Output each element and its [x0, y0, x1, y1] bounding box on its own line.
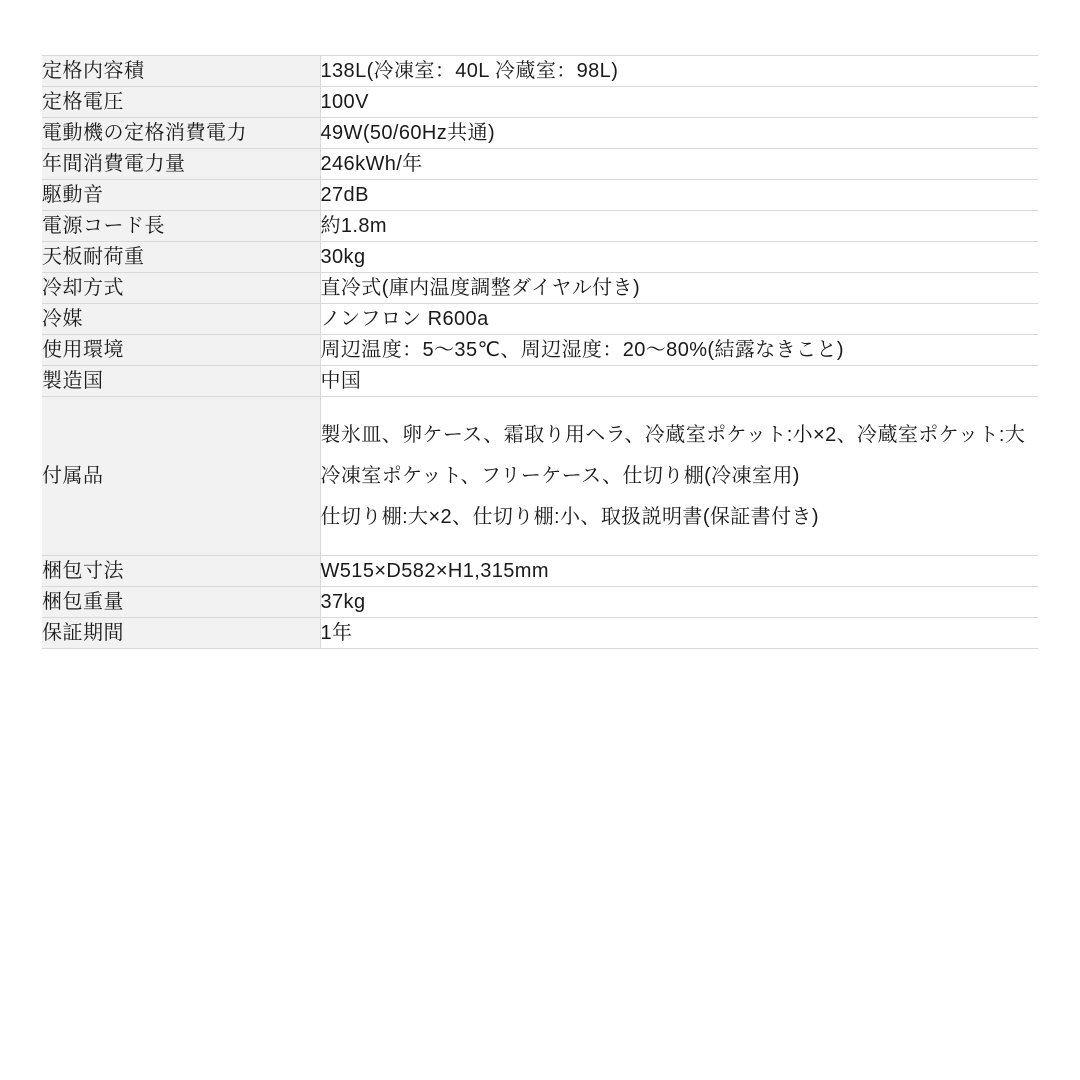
- spec-value-line: ノンフロン R600a: [320, 308, 489, 330]
- table-row: [42, 56, 1038, 87]
- specification-table: [42, 55, 1038, 649]
- spec-label: 付属品: [42, 397, 320, 556]
- spec-value: [320, 180, 1038, 211]
- spec-value: [320, 397, 1038, 556]
- spec-value: [320, 273, 1038, 304]
- spec-label: 駆動音: [42, 180, 320, 211]
- spec-label: 冷却方式: [42, 273, 320, 304]
- spec-label: 年間消費電力量: [42, 149, 320, 180]
- spec-value: [320, 149, 1038, 180]
- spec-value: [320, 304, 1038, 335]
- spec-value: [320, 366, 1038, 397]
- spec-label: 使用環境: [42, 335, 320, 366]
- spec-value-line: 100V: [320, 91, 369, 113]
- table-row: [42, 304, 1038, 335]
- spec-value-line: 約1.8m: [320, 215, 387, 237]
- spec-value-line: 30kg: [320, 246, 366, 268]
- spec-value-line: 27dB: [320, 184, 369, 206]
- spec-value: [320, 87, 1038, 118]
- spec-label: 製造国: [42, 366, 320, 397]
- spec-value: [320, 118, 1038, 149]
- spec-label: 冷媒: [42, 304, 320, 335]
- spec-value-line: 246kWh/年: [320, 153, 423, 175]
- spec-label: 電源コード長: [42, 211, 320, 242]
- spec-value: [320, 211, 1038, 242]
- table-row: [42, 118, 1038, 149]
- spec-value-line: 49W(50/60Hz共通): [320, 122, 496, 144]
- spec-value-line: 冷凍室ポケット、フリーケース、仕切り棚(冷凍室用): [320, 465, 800, 487]
- table-row: [42, 397, 1038, 556]
- table-row: [42, 211, 1038, 242]
- spec-value-line: 周辺温度：5〜35℃、周辺湿度：20〜80%(結露なきこと): [320, 339, 844, 361]
- table-row: [42, 87, 1038, 118]
- spec-label: 電動機の定格消費電力: [42, 118, 320, 149]
- specification-table-body: [42, 56, 1038, 649]
- spec-value: [320, 56, 1038, 87]
- spec-value-line: 中国: [320, 370, 362, 392]
- spec-value: [320, 618, 1038, 649]
- spec-label: 定格電圧: [42, 87, 320, 118]
- spec-value-line: 仕切り棚:大×2、仕切り棚:小、取扱説明書(保証書付き): [320, 506, 819, 528]
- spec-value: [320, 335, 1038, 366]
- spec-value-line: 1年: [320, 622, 353, 644]
- spec-label: 梱包寸法: [42, 556, 320, 587]
- table-row: [42, 587, 1038, 618]
- spec-value: [320, 556, 1038, 587]
- table-row: [42, 180, 1038, 211]
- spec-value-line: 138L(冷凍室：40L 冷蔵室：98L): [320, 60, 619, 82]
- table-row: [42, 149, 1038, 180]
- spec-value: [320, 242, 1038, 273]
- table-row: [42, 273, 1038, 304]
- spec-label: 梱包重量: [42, 587, 320, 618]
- spec-value-line: 37kg: [320, 591, 366, 613]
- table-row: [42, 618, 1038, 649]
- table-row: [42, 366, 1038, 397]
- spec-label: 天板耐荷重: [42, 242, 320, 273]
- specification-table-container: [42, 55, 1038, 649]
- spec-value-line: 製氷皿、卵ケース、霜取り用ヘラ、冷蔵室ポケット:小×2、冷蔵室ポケット:大: [320, 424, 1026, 446]
- spec-label: 保証期間: [42, 618, 320, 649]
- spec-label: 定格内容積: [42, 56, 320, 87]
- table-row: [42, 335, 1038, 366]
- table-row: [42, 556, 1038, 587]
- spec-value-line: W515×D582×H1,315mm: [320, 560, 549, 582]
- spec-value-line: 直冷式(庫内温度調整ダイヤル付き): [320, 277, 641, 299]
- table-row: [42, 242, 1038, 273]
- spec-value: [320, 587, 1038, 618]
